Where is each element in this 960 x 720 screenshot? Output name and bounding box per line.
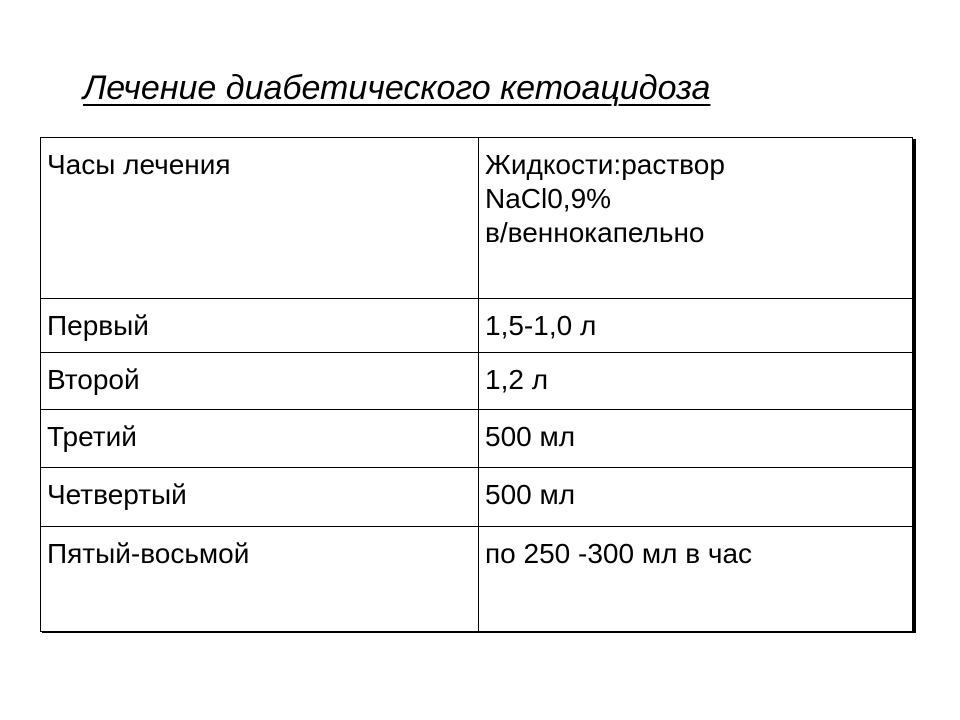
hours-value: Пятый-восьмой <box>47 538 250 569</box>
fluid-value: 1,2 л <box>485 364 549 395</box>
header-cell-hours <box>41 138 479 299</box>
table-header-row <box>41 138 913 299</box>
fluid-cell <box>479 299 913 353</box>
fluid-value: 1,5-1,0 л <box>485 310 597 341</box>
slide-title: Лечение диабетического кетоацидоза <box>83 69 711 107</box>
fluid-value: по 250 -300 мл в час <box>485 538 753 569</box>
fluid-cell <box>479 410 913 468</box>
hours-cell <box>41 353 479 410</box>
fluid-cell <box>479 527 913 632</box>
header-fluids-line-1: Жидкости:раствор <box>485 149 725 180</box>
fluid-value: 500 мл <box>485 421 576 452</box>
fluid-cell <box>479 468 913 527</box>
hours-cell <box>41 527 479 632</box>
table-row <box>41 410 913 468</box>
hours-value: Четвертый <box>47 479 187 510</box>
hours-cell <box>41 410 479 468</box>
table-row <box>41 299 913 353</box>
header-cell-fluids <box>479 138 913 299</box>
hours-cell <box>41 468 479 527</box>
table-row <box>41 353 913 410</box>
treatment-table <box>40 137 913 632</box>
fluid-value: 500 мл <box>485 479 576 510</box>
table-row <box>41 468 913 527</box>
hours-value: Второй <box>47 364 140 395</box>
hours-value: Первый <box>47 310 149 341</box>
hours-cell <box>41 299 479 353</box>
hours-value: Третий <box>47 421 137 452</box>
header-fluids-line-3: в/веннокапельно <box>485 217 705 248</box>
header-fluids-line-2: NaCl0,9% <box>485 183 612 214</box>
table-row <box>41 527 913 632</box>
header-hours-label: Часы лечения <box>47 149 231 180</box>
fluid-cell <box>479 353 913 410</box>
